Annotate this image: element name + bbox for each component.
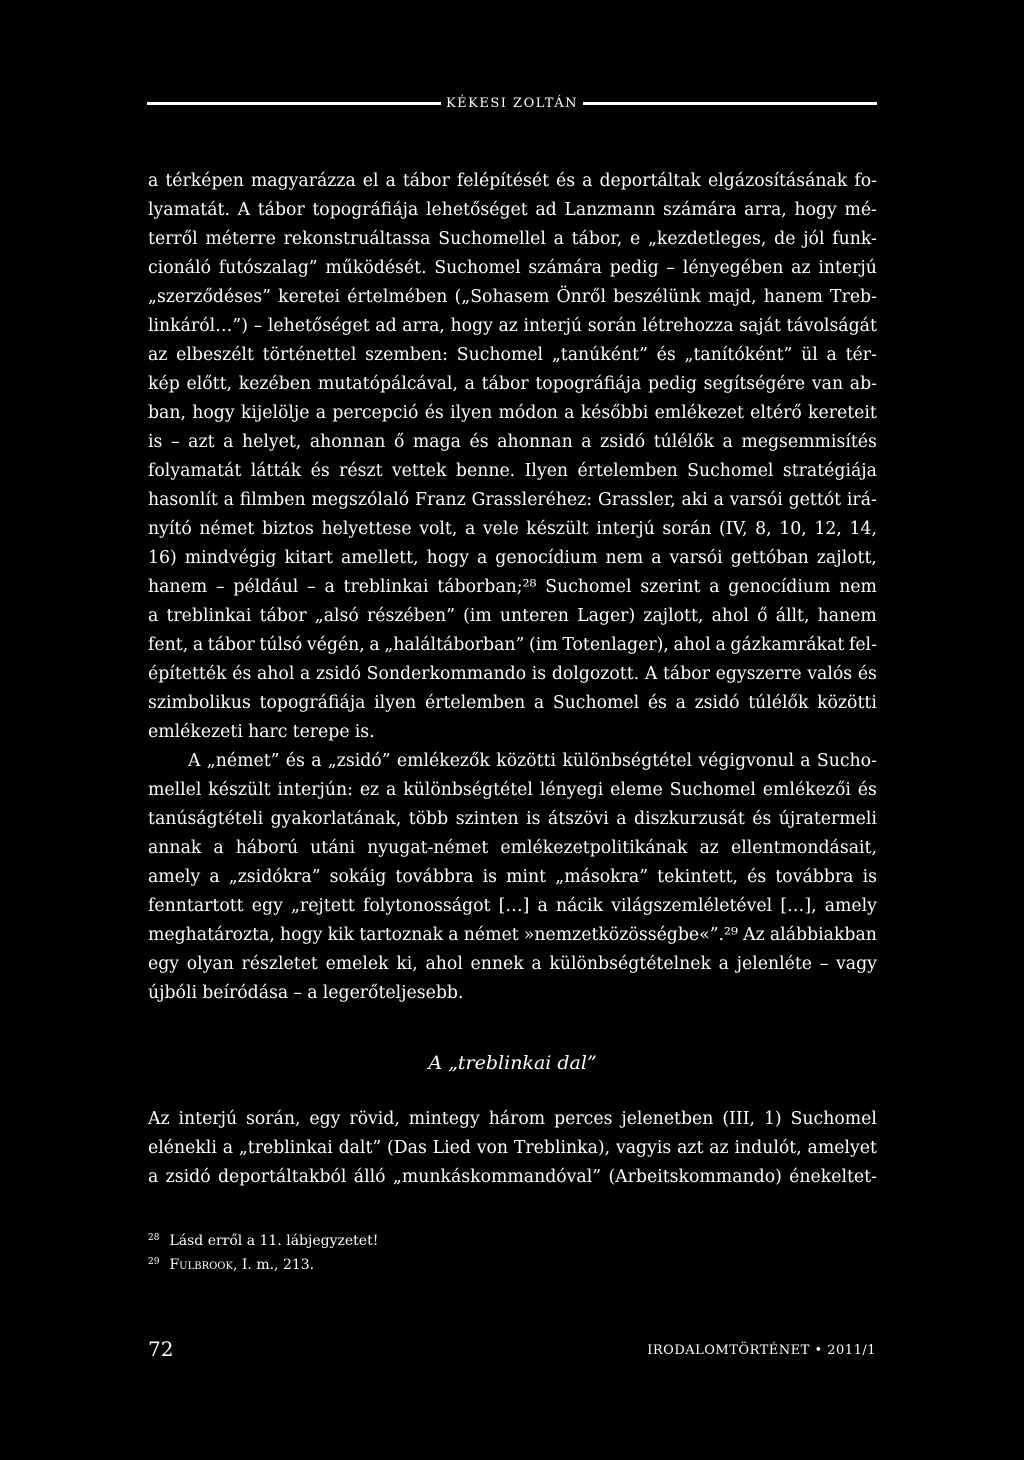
text-line: terről méterre rekonstruáltassa Suchomellel a tábor, e „kezdetleges, de jól funk-	[148, 229, 877, 249]
text-line: a zsidó deportáltakból álló „munkáskommandóval” (Arbeitskommando) énekeltet-	[148, 1167, 877, 1187]
text-line: ban, hogy kijelölje a percepció és ilyen módon a későbbi emlékezet eltérő kereteit	[148, 403, 877, 423]
text-line: emlékezeti harc terepe is.	[148, 722, 375, 742]
journal-footer: IRODALOMTÖRTÉNET • 2011/1	[647, 1343, 876, 1358]
section-heading: A „treblinkai dal”	[428, 1052, 597, 1074]
page-number: 72	[148, 1337, 174, 1361]
text-line: 16) mindvégig kitart amellett, hogy a genocídium nem a varsói gettóban zajlott,	[148, 548, 877, 568]
text-line: újbóli beíródása – a legerőteljesebb.	[148, 983, 464, 1003]
text-line: meghatározta, hogy kik tartoznak a német »nemzetközösségbe«”.²⁹ Az alábbiakban	[148, 925, 877, 945]
text-line: mellel készült interjún: ez a különbségtétel lényegi eleme Suchomel emlékezői és	[148, 780, 877, 800]
text-line: az elbeszélt történettel szemben: Suchomel „tanúként” és „tanítóként” ül a tér-	[148, 345, 877, 365]
text-line: a térképen magyarázza el a tábor felépítését és a deportáltak elgázosításának fo-	[148, 171, 877, 191]
text-line: linkáról…”) – lehetőséget ad arra, hogy az interjú során létrehozza saját távolságát	[148, 316, 877, 336]
footnote-text: I. m., 213.	[241, 1257, 315, 1273]
footnote-29	[148, 1252, 314, 1275]
text-line: A „német” és a „zsidó” emlékezők közötti különbségtétel végigvonul a Sucho-	[188, 751, 877, 771]
running-head-author: KÉKESI ZOLTÁN	[445, 95, 579, 111]
text-line: folyamatát látták és részt vettek benne. Ilyen értelemben Suchomel stratégiája	[148, 461, 877, 481]
text-line: is – azt a helyet, ahonnan ő maga és ahonnan a zsidó túlélők a megsemmisítés	[148, 432, 877, 452]
text-line: annak a háború utáni nyugat-német emlékezetpolitikának az ellentmondásait,	[148, 838, 877, 858]
text-line: hasonlít a filmben megszólaló Franz Grassleréhez: Grassler, aki a varsói gettót irá-	[148, 490, 877, 510]
text-line: nyító német biztos helyettese volt, a vele készült interjú során (IV, 8, 10, 12, 14,	[148, 519, 877, 539]
text-line: lyamatát. A tábor topográfiája lehetőséget ad Lanzmann számára arra, hogy mé-	[148, 200, 877, 220]
text-line: kép előtt, kezében mutatópálcával, a tábor topográfiája pedig segítségére van ab-	[148, 374, 877, 394]
text-line: a treblinkai tábor „alsó részében” (im unteren Lager) zajlott, ahol ő állt, hanem	[148, 606, 877, 626]
footnote-28	[148, 1228, 378, 1251]
text-line: elénekli a „treblinkai dalt” (Das Lied von Treblinka), vagyis azt az indulót, amelyet	[148, 1138, 877, 1158]
text-line: „szerződéses” keretei értelmében („Sohasem Önről beszélünk majd, hanem Treb-	[148, 287, 877, 307]
text-line: fent, a tábor túlsó végén, a „haláltáborban” (im Totenlager), ahol a gázkamrákat fel-	[148, 635, 877, 655]
text-line: cionáló futószalag” működését. Suchomel számára pedig – lényegében az interjú	[148, 258, 877, 278]
text-line: hanem – például – a treblinkai táborban;²⁸ Suchomel szerint a genocídium nem	[148, 577, 877, 597]
text-line: építették és ahol a zsidó Sonderkommando is dolgozott. A tábor egyszerre valós és	[148, 664, 877, 684]
header-rule-right	[583, 102, 877, 105]
footnote-number: 29	[148, 1257, 160, 1267]
footnote-text: Lásd erről a 11. lábjegyzetet!	[169, 1233, 379, 1249]
text-line: szimbolikus topográfiája ilyen értelemben a Suchomel és a zsidó túlélők közötti	[148, 693, 877, 713]
footnote-author: Fulbrook,	[169, 1257, 238, 1273]
text-line: amely a „zsidókra” sokáig továbbra is mint „másokra” tekintett, és továbbra is	[148, 867, 877, 887]
running-header	[147, 93, 877, 113]
text-line: Az interjú során, egy rövid, mintegy három perces jelenetben (III, 1) Suchomel	[148, 1109, 877, 1129]
text-line: fenntartott egy „rejtett folytonosságot […] a nácik világszemléletével […], amely	[148, 896, 877, 916]
footnote-number: 28	[148, 1233, 160, 1243]
text-line: egy olyan részletet emelek ki, ahol ennek a különbségtételnek a jelenléte – vagy	[148, 954, 877, 974]
header-rule-left	[147, 102, 441, 105]
text-line: tanúságtételi gyakorlatának, több szinten is átszövi a diszkurzusát és újratermeli	[148, 809, 877, 829]
